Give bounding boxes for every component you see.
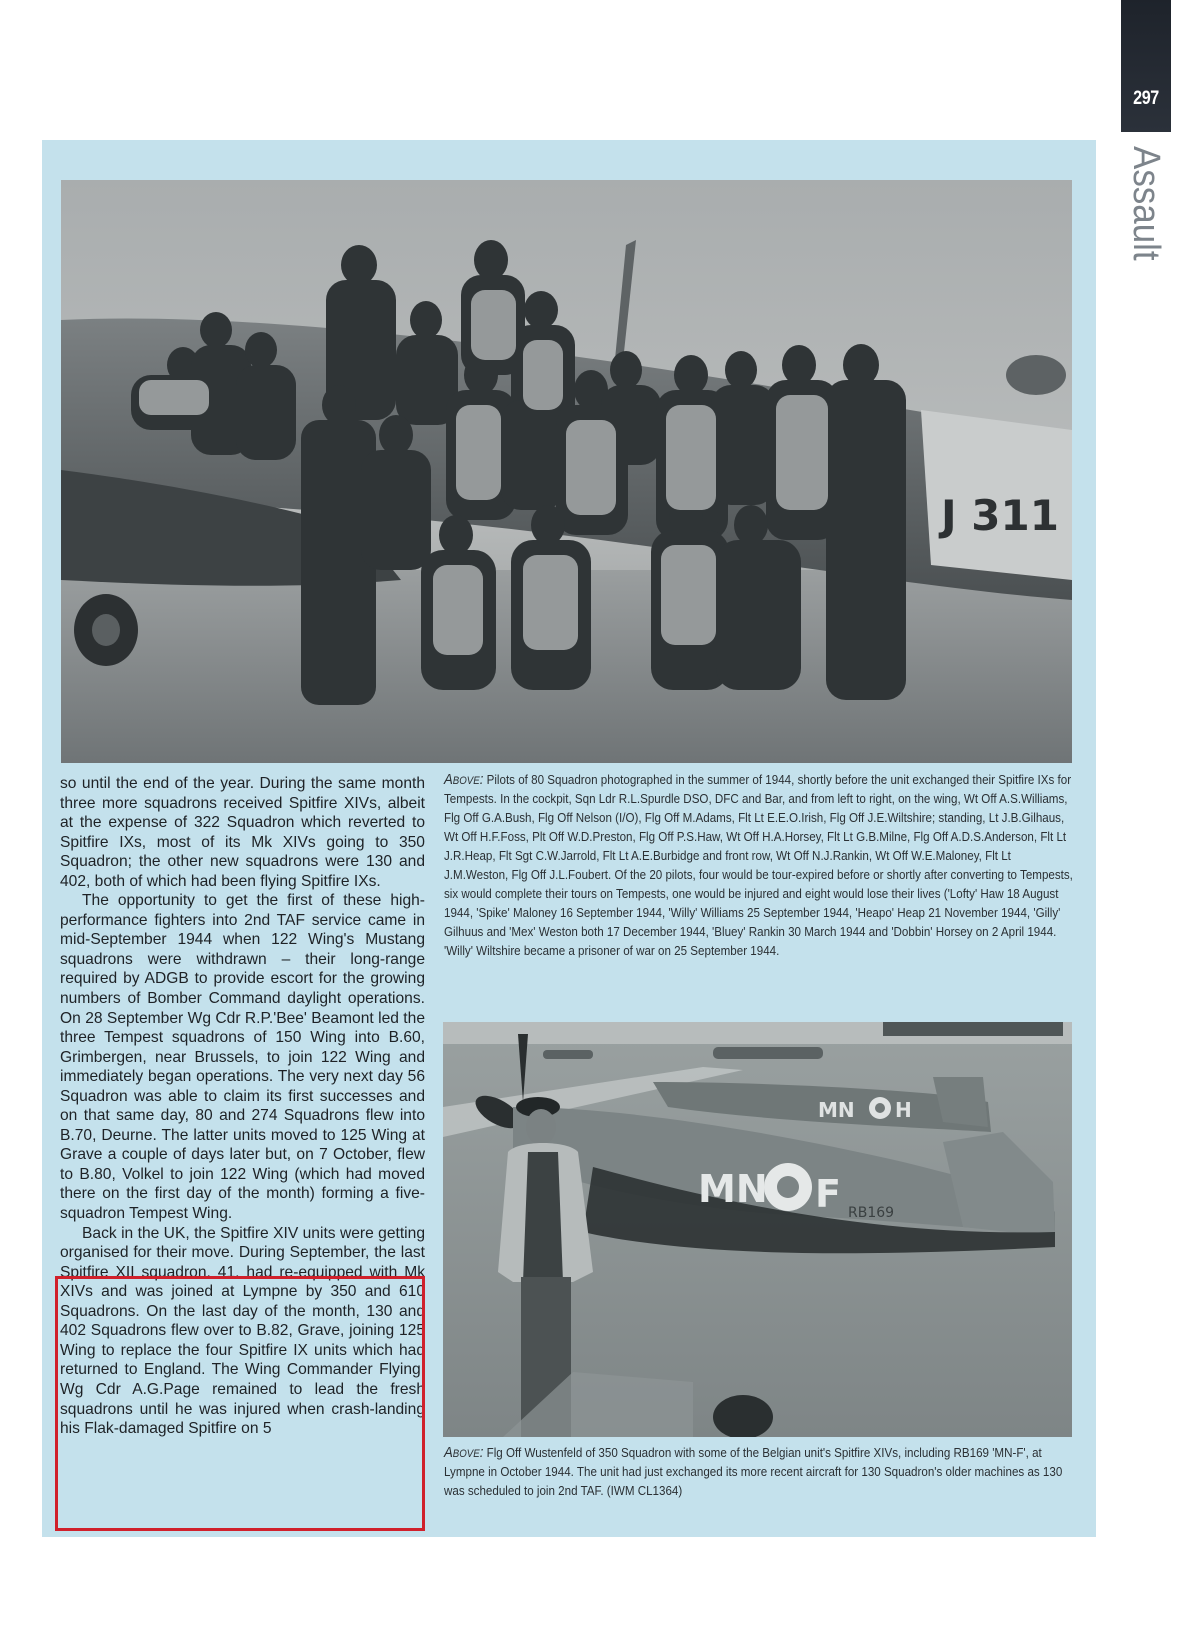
body-paragraph-3: Back in the UK, the Spitfire XIV units were getting organised for their move. During September, the last Spitfire XII squadron, 41, had re-equipped with Mk XIVs and was joined at Lympne by 350 and 610 Squadrons. On the last day of the month, 130 and 402 Squadrons flew over to B.82, Grave, joining 125 Wing to replace the four Spitfire IX units which had returned to England. The Wing Commander Flying, Wg Cdr A.G.Page remained to lead the fresh squadrons until he was injured when crash-landing his Flak-damaged Spitfire on 5 [60,1224,425,1438]
photo-spitfire-lineup [443,1022,1072,1437]
caption-text: Pilots of 80 Squadron photographed in the summer of 1944, shortly before the unit exchanged their Spitfire IXs for Tempests. In the cockpit, Sqn Ldr R.L.Spurdle DSO, DFC and Bar, and from left to right, on the wing, Wt Off A.S.Williams, Flg Off G.A.Bush, Flg Off Nelson (I/O), Flg Off M.Adams, Flt Lt E.E.O.Irish, Flg Off J.E.Wiltshire; standing, Lt J.B.Gilhaus, Wt Off H.F.Foss, Plt Off W.D.Preston, Flg Off P.S.Haw, Wt Off H.A.Horsey, Flt Lt G.B.Milne, Flg Off A.D.S.Anderson, Flt Lt J.R.Heap, Flt Sgt C.W.Jarrold, Flt Lt A.E.Burbidge and front row, Wt Off N.J.Rankin, Wt Off W.E.Maloney, Flt Lt J.M.Weston, Flg Off J.L.Foubert. Of the 20 pilots, four would be tour-expired before or shortly after converting to Tempests, six would complete their tours on Tempests, one would be injured and eight would lose their lives ('Lofty' Haw 18 August 1944, 'Spike' Maloney 16 September 1944, 'Willy' Williams 25 September 1944, 'Heapo' Heap 21 November 1944, 'Gilly' Gilhuus and 'Mex' Weston both 17 December 1944, 'Bluey' Rankin 30 March 1944 and 'Dobbin' Horsey on 2 April 1944. 'Willy' Wiltshire became a prisoner of war on 25 September 1944. [444,772,1073,958]
aircraft-letter: F [815,1172,841,1216]
section-label: Assault [1125,146,1167,261]
caption-label: Above: [444,1444,484,1461]
page-number-tab [1121,0,1171,132]
caption-pilots-group [444,770,1073,960]
caption-spitfire-lineup [444,1443,1073,1500]
page-number: 297 [1133,88,1159,109]
body-paragraph-2: The opportunity to get the first of these high-performance fighters into 2nd TAF service came in mid-September 1944 when 122 Wing's Mustang squadrons were withdrawn – their long-range required by ADGB to provide escort for the growing numbers of Bomber Command daylight operations. On 28 September Wg Cdr R.P.'Bee' Beamont led the three Tempest squadrons of 150 Wing into B.60, Grimbergen, near Brussels, to join 122 Wing and immediately began operations. The very next day 56 Squadron was able to claim its first successes and on that same day, 80 and 274 Squadrons flew into B.70, Deurne. The latter units moved to 125 Wing at Grave a couple of days later but, on 7 October, flew to B.80, Volkel to join 122 Wing (which had moved there on the first day of the month) forming a five-squadron Tempest Wing. [60,892,425,1223]
highlighted-paragraph-box [55,1276,425,1531]
aircraft-serial: RB169 [848,1205,895,1221]
photo-pilots-group [61,180,1072,763]
caption-label: Above: [444,771,484,788]
second-aircraft-letter: H [895,1098,912,1122]
second-aircraft-code: MN [818,1098,855,1122]
photo-pilots-group-image [61,180,1072,763]
body-paragraph-1: so until the end of the year. During the same month three more squadrons received Spitfire XIVs, albeit at the expense of 322 Squadron which reverted to Spitfire IXs, most of its Mk XIVs going to 350 Squadron; the other new squadrons were 130 and 402, both of which had been flying Spitfire IXs. [60,775,425,890]
caption-text: Flg Off Wustenfeld of 350 Squadron with some of the Belgian unit's Spitfire XIVs, including RB169 'MN-F', at Lympne in October 1944. The unit had just exchanged its more recent aircraft for 130 Squadron's older machines as 130 was scheduled to join 2nd TAF. (IWM CL1364) [444,1445,1063,1498]
fuselage-code: J 311 [941,491,1059,540]
photo-spitfire-lineup-image [443,1022,1072,1437]
aircraft-code: MN [698,1167,768,1211]
